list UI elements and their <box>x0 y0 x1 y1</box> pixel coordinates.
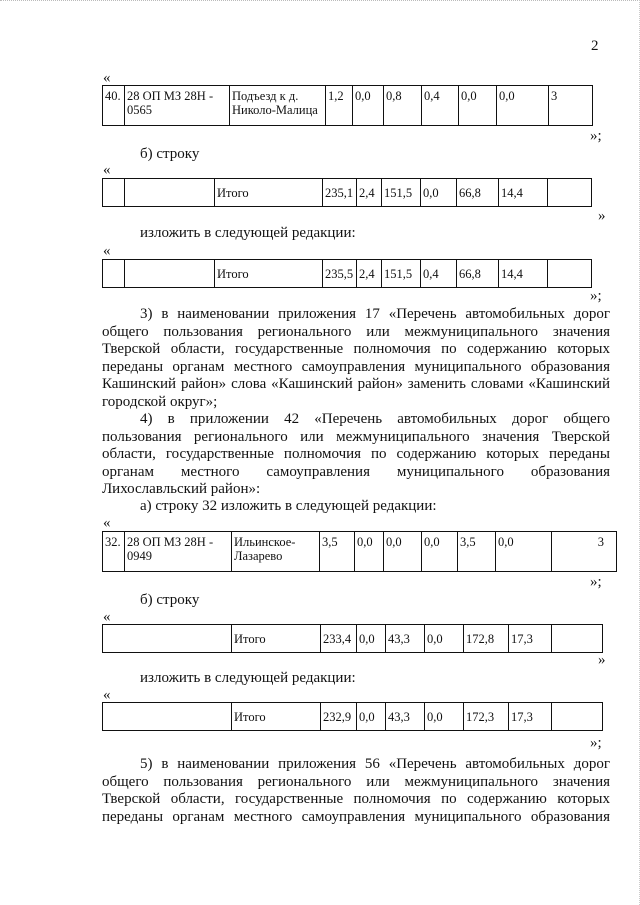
quote-close: » <box>598 652 606 668</box>
text-line: переданы органам местного самоуправления муниципального образования <box>102 808 610 825</box>
text-line: общего пользования регионального или межмуниципального значения <box>102 323 610 340</box>
cell-value: 3,5 <box>320 532 355 572</box>
quote-close: »; <box>590 574 602 590</box>
paragraph-item-4 <box>102 411 610 499</box>
cell-value: 17,3 <box>509 625 552 653</box>
cell-value: 0,0 <box>497 86 549 126</box>
subitem-b-label: б) строку <box>140 592 200 608</box>
cell-value: 235,5 <box>323 260 357 288</box>
text-line: городской округ»; <box>102 393 218 410</box>
cell-value: 2,4 <box>357 260 382 288</box>
cell-value: 151,5 <box>382 260 421 288</box>
cell-value: 172,8 <box>464 625 509 653</box>
cell-value: 0,8 <box>384 86 422 126</box>
cell-road-name: Ильинское- Лазарево <box>232 532 320 572</box>
page-number: 2 <box>591 38 599 54</box>
cell-number: 32. <box>103 532 125 572</box>
cell-empty <box>103 179 125 207</box>
cell-value: 0,0 <box>459 86 497 126</box>
cell-empty <box>548 179 592 207</box>
cell-empty <box>548 260 592 288</box>
cell-value: 17,3 <box>509 703 552 731</box>
cell-value: 172,3 <box>464 703 509 731</box>
table-total-old-1 <box>102 178 592 207</box>
text-line: органам местного самоуправления муниципального образования <box>102 463 610 480</box>
quote-open: « <box>103 70 111 86</box>
cell-empty <box>125 179 215 207</box>
cell-number: 40. <box>103 86 125 126</box>
text-line: 5) в наименовании приложения 56 «Перечень автомобильных дорог <box>140 756 610 772</box>
cell-empty <box>552 625 603 653</box>
subitem-b-label: б) строку <box>140 146 200 162</box>
cell-value: 1,2 <box>326 86 353 126</box>
paragraph-item-5 <box>102 756 610 826</box>
cell-value: 235,1 <box>323 179 357 207</box>
cell-total-label: Итого <box>232 625 321 653</box>
cell-road-id: 28 ОП МЗ 28Н - 0565 <box>125 86 230 126</box>
cell-total-label: Итого <box>232 703 321 731</box>
cell-value: 0,0 <box>425 625 464 653</box>
text-line: Кашинский район» слова «Кашинский район» заменить словами «Кашинский <box>102 376 610 392</box>
cell-value: 0,0 <box>357 703 386 731</box>
text-line: Тверской области, государственные полномочия по содержанию которых <box>102 791 610 807</box>
table-total-new-1 <box>102 259 592 288</box>
state-new-label: изложить в следующей редакции: <box>140 225 356 241</box>
cell-value: 2,4 <box>357 179 382 207</box>
cell-value: 232,9 <box>321 703 357 731</box>
cell-value: 3 <box>552 532 617 572</box>
cell-value: 66,8 <box>457 179 499 207</box>
cell-empty <box>552 703 603 731</box>
text-line: пользования регионального или межмуниципального значения Тверской <box>102 428 610 445</box>
cell-value: 14,4 <box>499 179 548 207</box>
cell-road-name: Подъезд к д. Николо-Малица <box>230 86 326 126</box>
cell-value: 0,0 <box>496 532 552 572</box>
cell-value: 0,0 <box>425 703 464 731</box>
quote-open: « <box>103 609 111 625</box>
cell-total-label: Итого <box>215 179 323 207</box>
cell-value: 14,4 <box>499 260 548 288</box>
text-line: области, государственные полномочия по содержанию которых переданы <box>102 446 610 462</box>
cell-value: 43,3 <box>386 625 425 653</box>
cell-empty <box>103 703 232 731</box>
text-line: Лихославльский район»: <box>102 481 261 497</box>
subitem-a-label: а) строку 32 изложить в следующей редакции: <box>140 498 437 514</box>
cell-value: 0,4 <box>421 260 457 288</box>
quote-open: « <box>103 162 111 178</box>
cell-value: 0,4 <box>422 86 459 126</box>
cell-value: 0,0 <box>422 532 458 572</box>
scan-top-edge <box>0 0 640 4</box>
quote-close: »; <box>590 735 602 751</box>
cell-value: 0,0 <box>384 532 422 572</box>
cell-empty <box>103 260 125 288</box>
cell-value: 0,0 <box>357 625 386 653</box>
state-new-label: изложить в следующей редакции: <box>140 670 356 686</box>
table-total-old-2 <box>102 624 603 653</box>
cell-value: 0,0 <box>355 532 384 572</box>
cell-value: 3,5 <box>458 532 496 572</box>
paragraph-item-3 <box>102 306 610 411</box>
quote-open: « <box>103 687 111 703</box>
table-row-40 <box>102 85 593 126</box>
quote-close: » <box>598 208 606 224</box>
cell-total-label: Итого <box>215 260 323 288</box>
table-row-32 <box>102 531 617 572</box>
cell-empty <box>103 625 232 653</box>
text-line: 4) в приложении 42 «Перечень автомобильных дорог общего <box>140 411 610 427</box>
cell-value: 151,5 <box>382 179 421 207</box>
text-line: Тверской области, государственные полномочия по содержанию которых <box>102 341 610 357</box>
quote-open: « <box>103 515 111 531</box>
quote-close: »; <box>590 128 602 144</box>
cell-value: 0,0 <box>421 179 457 207</box>
table-total-new-2 <box>102 702 603 731</box>
quote-open: « <box>103 243 111 259</box>
text-line: общего пользования регионального или межмуниципального значения <box>102 773 610 790</box>
cell-road-id: 28 ОП МЗ 28Н - 0949 <box>125 532 232 572</box>
cell-empty <box>125 260 215 288</box>
cell-value: 3 <box>549 86 593 126</box>
text-line: 3) в наименовании приложения 17 «Перечень автомобильных дорог <box>140 306 610 322</box>
cell-value: 233,4 <box>321 625 357 653</box>
quote-close: »; <box>590 288 602 304</box>
cell-value: 0,0 <box>353 86 384 126</box>
cell-value: 66,8 <box>457 260 499 288</box>
cell-value: 43,3 <box>386 703 425 731</box>
text-line: переданы органам местного самоуправления муниципального образования <box>102 358 610 375</box>
